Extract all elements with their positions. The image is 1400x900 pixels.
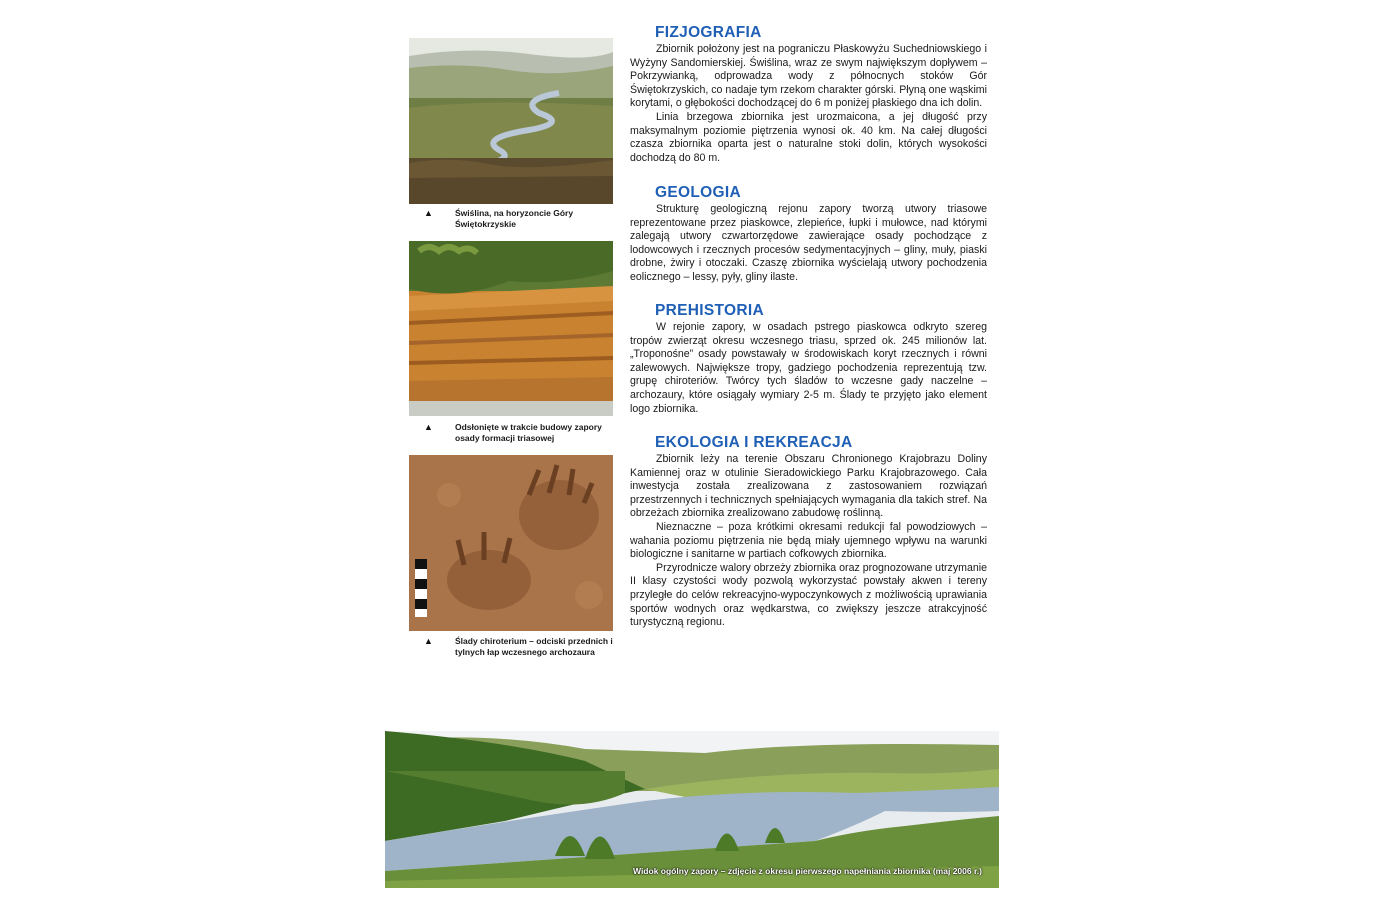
paragraph: Zbiornik leży na terenie Obszaru Chronionego Krajobrazu Doliny Kamiennej oraz w otulinie Sieradowickiego Parku Krajobrazowego. Cała inwestycja została zrealizowana z zastosowaniem rozwiązań przestrzennych i technicznych spełniających wymagania dla takich stref. Na obrzeżach zbiornika zrealizowano zabudowę roślinną. bbox=[630, 453, 987, 520]
paragraph: W rejonie zapory, w osadach pstrego piaskowca odkryto szereg tropów zwierząt okresu wczesnego triasu, sprzed ok. 245 milionów lat. „Troponośne” osady powstawały w środowiskach koryt rzecznych i równi zalewowych. Największe tropy, gadziego pochodzenia reprezentują tzw. grupę chiroteriów. Twórcy tych śladów to wczesne gady naczelne – archozaury, które osiągały wymiary 2-5 m. Ślady te przyjęto jako element logo zbiornika. bbox=[630, 321, 987, 415]
caption-arrow-icon: ▲ bbox=[424, 636, 433, 646]
photo-triassic-outcrop bbox=[409, 241, 613, 416]
photo-swislina-river bbox=[409, 38, 613, 204]
section-body-fizjografia bbox=[630, 43, 987, 165]
section-title-ekologia: EKOLOGIA I REKREACJA bbox=[655, 434, 853, 451]
panorama-caption: Widok ogólny zapory – zdjęcie z okresu pierwszego napełniania zbiornika (maj 2006 r.) bbox=[633, 866, 982, 876]
section-body-ekologia bbox=[630, 453, 987, 630]
paragraph: Linia brzegowa zbiornika jest urozmaicona, a jej długość przy maksymalnym poziomie piętrzenia wynosi ok. 40 km. Na całej długości czasza zbiornika oparta jest o naturalne stoki dolin, których wysokości dochodzą do 80 m. bbox=[630, 110, 987, 164]
paragraph: Nieznaczne – poza krótkimi okresami redukcji fal powodziowych – wahania poziomu piętrzenia nie będą miały ujemnego wpływu na warunki biologiczne i sanitarne w partiach cofkowych zbiornika. bbox=[630, 520, 987, 561]
photo1-caption: ▲ Świślina, na horyzoncie Góry Świętokrzyskie bbox=[424, 208, 574, 229]
section-title-geologia: GEOLOGIA bbox=[655, 184, 741, 201]
section-body-prehistoria bbox=[630, 321, 987, 416]
paragraph: Strukturę geologiczną rejonu zapory tworzą utwory triasowe reprezentowane przez piaskowce, zlepieńce, łupki i mułowce, nad którymi zalegają utwory czwartorzędowe zawierające osady pochodzące z lodowcowych i rzecznych procesów sedymentacyjnych – gliny, muły, piaski drobne, żwiry i otoczaki. Czaszę zbiornika wyścielają utwory pochodzenia eolicznego – lessy, pyły, gliny ilaste. bbox=[630, 203, 987, 283]
caption-arrow-icon: ▲ bbox=[424, 208, 433, 218]
section-title-prehistoria: PREHISTORIA bbox=[655, 302, 764, 319]
section-title-fizjografia: FIZJOGRAFIA bbox=[655, 24, 762, 41]
photo-reservoir-panorama bbox=[385, 731, 999, 888]
paragraph: Przyrodnicze walory obrzeży zbiornika oraz prognozowane utrzymanie II klasy czystości wody pozwolą wykorzystać powstały akwen i tereny przyległe do celów rekreacyjno-wypoczynkowych z możliwością uprawiania sportów wodnych oraz wędkarstwa, co zwiększy jeszcze atrakcyjność turystyczną regionu. bbox=[630, 561, 987, 629]
photo-chirotherium-tracks bbox=[409, 455, 613, 631]
photo2-caption: ▲ Odsłonięte w trakcie budowy zapory osady formacji triasowej bbox=[424, 422, 602, 443]
paragraph: Zbiornik położony jest na pograniczu Płaskowyżu Suchedniowskiego i Wyżyny Sandomierskiej. Świślina, wraz ze swym największym dopływem – Pokrzywianką, odprowadza wody z północnych stoków Gór Świętokrzyskich, co nadaje tym rzekom charakter górski. Płyną one wąskimi korytami, o głębokości dochodzącej do 6 m poniżej płaskiego dna ich dolin. bbox=[630, 43, 987, 110]
section-body-geologia bbox=[630, 203, 987, 285]
caption-arrow-icon: ▲ bbox=[424, 422, 433, 432]
photo3-caption: ▲ Ślady chiroterium – odciski przednich i tylnych łap wczesnego archozaura bbox=[424, 636, 613, 657]
